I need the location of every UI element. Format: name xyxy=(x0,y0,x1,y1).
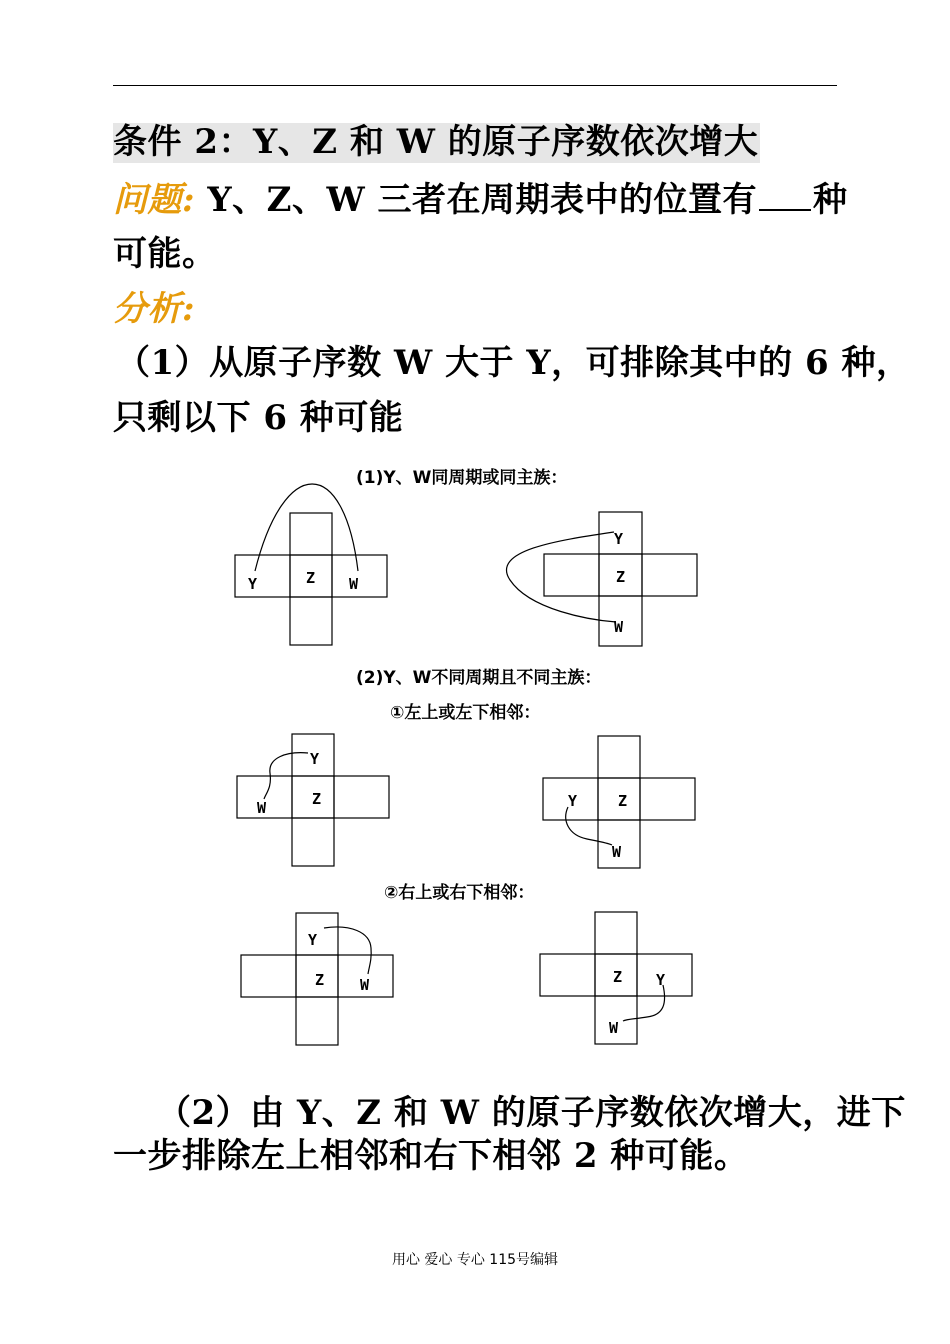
element-y-label: Y xyxy=(248,575,258,593)
element-z-label: Z xyxy=(613,968,623,986)
figure-caption-different: (2)Y、W不同周期且不同主族： xyxy=(356,668,602,688)
element-z-label: Z xyxy=(306,569,316,587)
answer-blank[interactable] xyxy=(759,183,811,211)
element-z-label: Z xyxy=(616,568,626,586)
element-z-label: Z xyxy=(315,971,325,989)
question-text-end: 种 xyxy=(813,180,848,220)
analysis-step2-line1: （2）由 Y、Z 和 W 的原子序数依次增大，进下 xyxy=(157,1093,906,1133)
element-y-label: Y xyxy=(310,750,320,768)
header-rule xyxy=(113,85,837,86)
element-y-label: Y xyxy=(308,931,318,949)
question-text: Y、Z、W 三者在周期表中的位置有 xyxy=(195,180,758,220)
analysis-step2-line2: 一步排除左上相邻和右下相邻 2 种可能。 xyxy=(113,1136,749,1176)
diagram-lower-right xyxy=(539,911,699,1055)
element-w-label: W xyxy=(609,1019,619,1037)
element-w-label: W xyxy=(349,575,359,593)
element-z-label: Z xyxy=(312,790,322,808)
element-w-label: W xyxy=(614,618,624,636)
element-z-label: Z xyxy=(618,792,628,810)
element-y-label: Y xyxy=(614,530,624,548)
diagram-lower-left xyxy=(542,735,702,879)
figure-caption-right: ②右上或右下相邻： xyxy=(384,883,535,903)
page-footer: 用心 爱心 专心 115号编辑 xyxy=(391,1252,559,1268)
element-w-label: W xyxy=(360,976,370,994)
element-y-label: Y xyxy=(568,792,578,810)
figure-caption-left: ①左上或左下相邻： xyxy=(390,703,541,723)
diagram-same-group xyxy=(500,510,700,654)
analysis-step1-line1: （1）从原子序数 W 大于 Y，可排除其中的 6 种， xyxy=(116,343,911,383)
analysis-label: 分析: xyxy=(113,289,196,329)
condition-heading: 条件 2：Y、Z 和 W 的原子序数依次增大 xyxy=(113,122,759,162)
analysis-step1-line2: 只剩以下 6 种可能 xyxy=(113,398,404,438)
element-w-label: W xyxy=(612,843,622,861)
question-label: 问题: xyxy=(113,180,196,220)
question-line-1 xyxy=(113,180,848,220)
element-w-label: W xyxy=(257,799,267,817)
diagram-same-period xyxy=(234,485,394,654)
diagram-upper-left xyxy=(236,733,396,877)
figure-caption-same-period-group: (1)Y、W同周期或同主族： xyxy=(356,468,568,488)
element-y-label: Y xyxy=(656,971,666,989)
diagram-upper-right xyxy=(240,912,400,1056)
question-line-2: 可能。 xyxy=(113,234,217,274)
